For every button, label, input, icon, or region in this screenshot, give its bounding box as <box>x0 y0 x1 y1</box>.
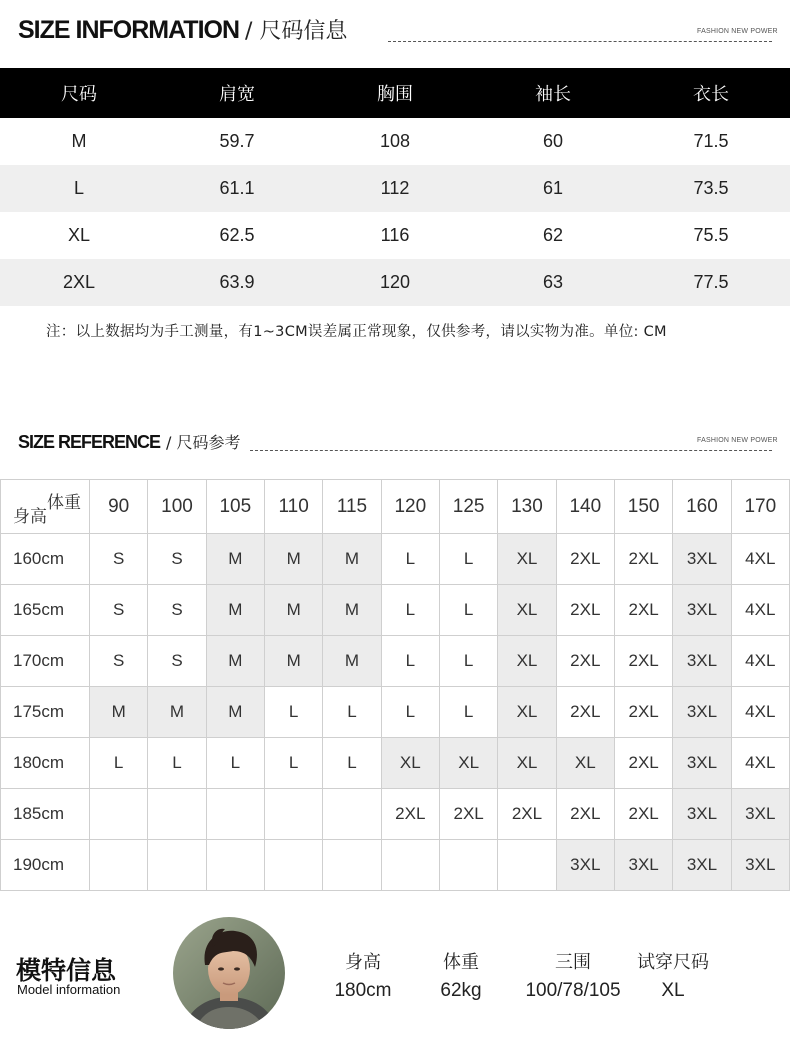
size-info-cell: 77.5 <box>632 259 790 306</box>
size-reference-cell: L <box>439 687 497 738</box>
size-reference-cell: 2XL <box>614 738 672 789</box>
model-weight-label: 体重 <box>443 952 479 973</box>
size-reference-cell: 3XL <box>673 789 731 840</box>
size-reference-cell: M <box>206 636 264 687</box>
size-reference-cell <box>148 789 206 840</box>
size-reference-cell: S <box>148 534 206 585</box>
size-reference-cell: L <box>381 585 439 636</box>
size-info-cell: M <box>71 131 87 151</box>
table-row <box>0 118 790 165</box>
size-reference-cell: M <box>323 534 381 585</box>
model-photo <box>173 917 285 1029</box>
size-reference-cell: M <box>90 687 148 738</box>
table-row <box>1 840 790 891</box>
size-reference-cell: M <box>206 687 264 738</box>
size-info-table <box>0 68 790 306</box>
size-reference-cell: 3XL <box>673 738 731 789</box>
size-reference-cell: 3XL <box>673 585 731 636</box>
size-reference-cell: L <box>439 534 497 585</box>
size-reference-cell: 3XL <box>556 840 614 891</box>
size-reference-cell: 2XL <box>498 789 556 840</box>
weight-axis-label: 体重 <box>47 493 81 513</box>
size-reference-cell: 2XL <box>614 687 672 738</box>
model-trial-size-value: XL <box>661 980 685 1001</box>
size-reference-cell: L <box>439 636 497 687</box>
size-reference-cell: L <box>381 636 439 687</box>
size-reference-cell: L <box>381 687 439 738</box>
model-height-value: 180cm <box>334 980 392 1001</box>
table-row <box>0 212 790 259</box>
size-reference-cell: 3XL <box>673 636 731 687</box>
size-info-cell: 116 <box>380 225 410 245</box>
size-reference-grid <box>0 479 790 891</box>
size-reference-cell: L <box>90 738 148 789</box>
table-row <box>1 789 790 840</box>
size-reference-cell: L <box>148 738 206 789</box>
size-reference-title-en: SIZE REFERENCE <box>18 432 161 452</box>
size-reference-cell: S <box>90 636 148 687</box>
size-reference-cell: S <box>90 534 148 585</box>
size-reference-cell: L <box>264 738 322 789</box>
size-info-cell: 61.1 <box>158 165 316 212</box>
size-reference-tagline: FASHION NEW POWER <box>697 437 778 444</box>
weight-header-cell: 100 <box>148 480 206 534</box>
size-reference-cell: L <box>323 687 381 738</box>
table-row <box>0 165 790 212</box>
height-row-header: 180cm <box>1 738 90 789</box>
size-reference-cell: M <box>264 636 322 687</box>
size-reference-corner <box>1 480 90 534</box>
size-info-cell: 108 <box>379 131 411 151</box>
size-reference-cell <box>206 789 264 840</box>
size-reference-cell <box>264 840 322 891</box>
size-info-cell: 73.5 <box>632 165 790 212</box>
size-info-header-cell: 尺码 <box>0 68 158 118</box>
height-axis-label: 身高 <box>13 507 47 527</box>
height-row-header: 175cm <box>1 687 90 738</box>
size-reference-cell: 4XL <box>731 585 789 636</box>
height-row-header: 165cm <box>1 585 90 636</box>
size-reference-cell: M <box>323 636 381 687</box>
size-reference-cell <box>439 840 497 891</box>
table-row <box>1 636 790 687</box>
size-reference-cell: XL <box>498 534 556 585</box>
size-info-cell: 63 <box>474 259 632 306</box>
weight-header-cell: 170 <box>731 480 789 534</box>
size-reference-cell: 2XL <box>614 585 672 636</box>
size-reference-divider <box>250 450 772 451</box>
size-reference-cell: 3XL <box>614 840 672 891</box>
size-reference-cell: 3XL <box>731 840 789 891</box>
size-reference-cell: S <box>148 636 206 687</box>
size-reference-cell: XL <box>498 687 556 738</box>
size-info-cell: XL <box>67 225 91 245</box>
size-reference-heading <box>18 430 241 453</box>
table-row <box>0 259 790 306</box>
size-info-cell: 62.5 <box>219 225 255 245</box>
model-height <box>330 948 396 1002</box>
size-reference-cell: 2XL <box>556 636 614 687</box>
table-row <box>1 534 790 585</box>
size-reference-cell: 4XL <box>731 738 789 789</box>
size-info-heading <box>18 14 347 45</box>
weight-header-cell: 110 <box>264 480 322 534</box>
size-info-header-row <box>0 68 790 118</box>
size-reference-cell: 3XL <box>673 534 731 585</box>
weight-header-cell: 160 <box>673 480 731 534</box>
size-reference-cell: 2XL <box>556 585 614 636</box>
size-info-cell: L <box>0 165 158 212</box>
size-reference-cell: 2XL <box>439 789 497 840</box>
size-info-title-cn: / 尺码信息 <box>245 19 348 44</box>
size-reference-cell: 2XL <box>556 534 614 585</box>
size-reference-cell: L <box>206 738 264 789</box>
model-weight <box>430 948 492 1002</box>
size-reference-cell: 2XL <box>556 789 614 840</box>
size-reference-cell: XL <box>556 738 614 789</box>
weight-header-cell: 120 <box>381 480 439 534</box>
model-measurements-label: 三围 <box>555 952 591 973</box>
table-row <box>1 687 790 738</box>
size-info-cell: 112 <box>316 165 474 212</box>
size-reference-cell: XL <box>498 636 556 687</box>
size-reference-cell: L <box>439 585 497 636</box>
size-reference-cell: 4XL <box>731 534 789 585</box>
size-reference-cell <box>148 840 206 891</box>
size-reference-cell <box>498 840 556 891</box>
size-reference-cell <box>323 840 381 891</box>
model-weight-value: 62kg <box>440 980 482 1001</box>
model-measurements-value: 100/78/105 <box>525 980 621 1001</box>
size-info-header-cell: 胸围 <box>316 68 474 118</box>
size-info-header-cell: 袖长 <box>474 68 632 118</box>
weight-header-cell: 105 <box>206 480 264 534</box>
size-info-cell: 71.5 <box>693 131 729 151</box>
size-info-header-cell: 衣长 <box>632 68 790 118</box>
weight-header-cell: 115 <box>323 480 381 534</box>
size-reference-cell: L <box>323 738 381 789</box>
size-reference-cell: 2XL <box>614 636 672 687</box>
size-reference-cell: L <box>381 534 439 585</box>
weight-header-cell: 90 <box>90 480 148 534</box>
size-reference-title-cn: / 尺码参考 <box>166 433 241 452</box>
size-reference-header-row <box>1 480 790 534</box>
size-reference-cell <box>90 840 148 891</box>
size-info-header-cell: 肩宽 <box>158 68 316 118</box>
size-reference-cell: M <box>206 534 264 585</box>
size-reference-cell: 3XL <box>673 840 731 891</box>
height-row-header: 185cm <box>1 789 90 840</box>
size-info-divider <box>388 41 772 42</box>
size-reference-cell: M <box>206 585 264 636</box>
height-row-header: 160cm <box>1 534 90 585</box>
size-reference-cell: XL <box>439 738 497 789</box>
size-info-tagline: FASHION NEW POWER <box>697 28 778 35</box>
size-info-cell: 120 <box>316 259 474 306</box>
size-reference-cell: M <box>148 687 206 738</box>
model-trial-size-label: 试穿尺码 <box>637 952 709 973</box>
size-reference-cell: 3XL <box>731 789 789 840</box>
size-reference-cell <box>264 789 322 840</box>
size-reference-cell <box>323 789 381 840</box>
height-row-header: 190cm <box>1 840 90 891</box>
weight-header-cell: 130 <box>498 480 556 534</box>
size-reference-cell: 3XL <box>673 687 731 738</box>
size-info-cell: 2XL <box>0 259 158 306</box>
weight-header-cell: 140 <box>556 480 614 534</box>
size-info-cell: 61 <box>474 165 632 212</box>
model-height-label: 身高 <box>345 952 381 973</box>
size-reference-cell: M <box>323 585 381 636</box>
measurement-note: 注：以上数据均为手工测量，有1~3CM误差属正常现象，仅供参考，请以实物为准。单位: CM <box>46 324 667 340</box>
size-reference-cell: 2XL <box>614 534 672 585</box>
size-reference-cell: L <box>264 687 322 738</box>
size-reference-cell: 2XL <box>381 789 439 840</box>
size-reference-cell: S <box>148 585 206 636</box>
size-reference-cell: 4XL <box>731 636 789 687</box>
size-info-cell: 62 <box>542 225 564 245</box>
weight-header-cell: 150 <box>614 480 672 534</box>
size-info-cell: 75.5 <box>693 225 729 245</box>
size-reference-cell: M <box>264 534 322 585</box>
model-info-title: 模特信息 <box>16 956 117 985</box>
table-row <box>1 738 790 789</box>
size-reference-cell: 4XL <box>731 687 789 738</box>
size-info-cell: 63.9 <box>158 259 316 306</box>
size-reference-cell: M <box>264 585 322 636</box>
size-reference-cell: 2XL <box>614 789 672 840</box>
size-reference-cell: S <box>90 585 148 636</box>
model-trial-size <box>628 948 718 1002</box>
size-reference-cell <box>381 840 439 891</box>
model-info-subtitle: Model information <box>17 982 121 997</box>
height-row-header: 170cm <box>1 636 90 687</box>
table-row <box>1 585 790 636</box>
size-reference-cell: XL <box>498 585 556 636</box>
size-info-cell: 59.7 <box>219 131 255 151</box>
size-reference-cell: XL <box>498 738 556 789</box>
size-info-cell: 60 <box>542 131 564 151</box>
size-reference-cell: 2XL <box>556 687 614 738</box>
model-measurements <box>518 948 628 1002</box>
size-reference-cell: XL <box>381 738 439 789</box>
weight-header-cell: 125 <box>439 480 497 534</box>
size-info-title-en: SIZE INFORMATION <box>18 16 240 44</box>
size-reference-cell <box>206 840 264 891</box>
size-reference-cell <box>90 789 148 840</box>
